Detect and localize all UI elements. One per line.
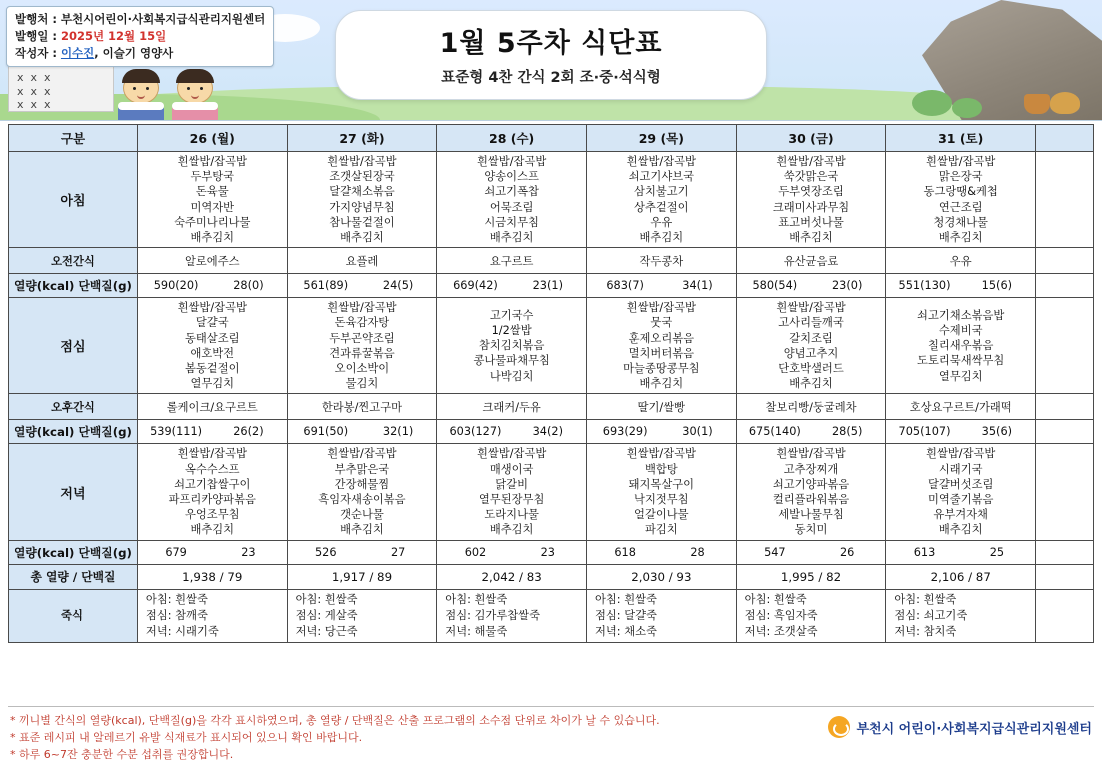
row-label-dinner: 저녁 bbox=[9, 444, 138, 540]
menu-item: 저녁: 참치죽 bbox=[894, 624, 957, 638]
menu-item: 쇠고기폭찹 bbox=[484, 185, 539, 199]
menu-item: 맑은장국 bbox=[938, 170, 983, 184]
cell-kcal3-mon bbox=[137, 540, 287, 564]
menu-item: 세발나물무침 bbox=[778, 508, 844, 522]
menu-item: 닭갈비 bbox=[495, 477, 529, 491]
cell-kcal1-tue bbox=[287, 274, 437, 298]
smile-icon bbox=[828, 716, 850, 738]
cell-asnack-sat: 호상요구르트/가래떡 bbox=[886, 394, 1036, 420]
cell-lunch-mon bbox=[137, 298, 287, 394]
cell-porridge-mon bbox=[137, 589, 287, 642]
cell-kcal3-wed bbox=[437, 540, 587, 564]
menu-item: 점심: 김가루찹쌀죽 bbox=[445, 608, 540, 622]
protein1-mon: 28(0) bbox=[233, 279, 264, 293]
cell-kcal1-sat bbox=[886, 274, 1036, 298]
menu-item: 고사리들깨국 bbox=[778, 316, 844, 330]
cell-dinner-tue bbox=[287, 444, 437, 540]
row-lunch bbox=[9, 298, 1094, 394]
row-label-afternoon-snack: 오후간식 bbox=[9, 394, 138, 420]
cell-kcal1-thu bbox=[586, 274, 736, 298]
publish-date-label: 발행일 : bbox=[15, 29, 61, 43]
menu-item: 아침: 흰쌀죽 bbox=[894, 592, 957, 606]
menu-item: 흰쌀밥/잡곡밥 bbox=[476, 155, 547, 168]
cell-total-tue: 1,917 / 89 bbox=[287, 564, 437, 589]
cell-breakfast-tue bbox=[287, 152, 437, 248]
menu-item: 훈제오리볶음 bbox=[628, 331, 695, 345]
menu-item: 아침: 흰쌀죽 bbox=[145, 592, 208, 606]
protein1-tue: 24(5) bbox=[382, 279, 414, 293]
kcal-label-3: 열량(kcal) bbox=[13, 545, 75, 560]
menu-item: 열무김치 bbox=[938, 369, 983, 383]
menu-item: 아침: 흰쌀죽 bbox=[594, 592, 657, 606]
menu-item: 흰쌀밥/잡곡밥 bbox=[177, 301, 247, 315]
kcal2-thu: 693(29) bbox=[602, 425, 648, 439]
protein2-wed: 34(2) bbox=[532, 425, 563, 439]
menu-item: 매생이국 bbox=[489, 462, 534, 476]
menu-item: 저녁: 해물죽 bbox=[445, 624, 508, 638]
menu-item: 흰쌀밥/잡곡밥 bbox=[626, 155, 696, 168]
menu-item: 나박김치 bbox=[489, 369, 534, 383]
cell-msnack-thu: 작두콩차 bbox=[586, 248, 736, 274]
menu-item: 청경채나물 bbox=[933, 215, 988, 229]
menu-item: 우엉조무침 bbox=[184, 508, 240, 522]
menu-item: 시래기국 bbox=[938, 462, 983, 476]
cell-msnack-blank bbox=[1036, 248, 1094, 274]
cell-porridge-sat bbox=[886, 589, 1036, 642]
menu-item: 백합탕 bbox=[644, 462, 678, 476]
bush-icon bbox=[952, 98, 982, 118]
menu-item: 얼갈이나물 bbox=[634, 508, 689, 522]
publish-date-value: 2025년 12월 15일 bbox=[60, 29, 167, 43]
cell-kcal1-wed bbox=[437, 274, 587, 298]
cell-breakfast-thu bbox=[586, 152, 736, 248]
cell-kcal2-fri bbox=[736, 420, 886, 444]
menu-item: 배추김치 bbox=[789, 377, 833, 391]
menu-item: 흰쌀밥/잡곡밥 bbox=[776, 155, 846, 168]
menu-item: 배추김치 bbox=[190, 523, 235, 537]
bush-icon bbox=[912, 90, 952, 116]
cell-asnack-thu: 딸기/쌀빵 bbox=[586, 394, 736, 420]
menu-item: 배추김치 bbox=[639, 377, 684, 391]
kcal-label-2: 열량(kcal) bbox=[13, 425, 75, 440]
menu-item: 미역자반 bbox=[190, 200, 235, 214]
cell-total-mon: 1,938 / 79 bbox=[137, 564, 287, 589]
protein1-thu: 34(1) bbox=[682, 279, 713, 293]
menu-item: 낙지젓무침 bbox=[634, 493, 689, 507]
cell-total-wed: 2,042 / 83 bbox=[437, 564, 587, 589]
row-label-kcal-3 bbox=[9, 540, 138, 564]
menu-item: 쇠고기찹쌀구이 bbox=[174, 477, 251, 491]
pot-icon bbox=[1050, 92, 1080, 114]
menu-item: 돼지목살구이 bbox=[628, 477, 695, 491]
menu-item: 상추겉절이 bbox=[634, 200, 689, 214]
col-header-4: 29 (목) bbox=[586, 125, 736, 152]
protein2-thu: 30(1) bbox=[682, 425, 713, 439]
publish-date-line bbox=[15, 28, 265, 45]
protein2-tue: 32(1) bbox=[382, 425, 414, 439]
menu-item: 동태살조림 bbox=[184, 331, 240, 345]
menu-item: 옥수수스프 bbox=[184, 462, 240, 476]
protein1-fri: 23(0) bbox=[831, 279, 863, 293]
kcal3-sat: 613 bbox=[913, 545, 936, 559]
cell-kcal2-blank bbox=[1036, 420, 1094, 444]
menu-item: 점심: 쇠고기죽 bbox=[894, 608, 968, 622]
cell-kcal2-wed bbox=[437, 420, 587, 444]
menu-item: 점심: 참깨죽 bbox=[145, 608, 208, 622]
row-total bbox=[9, 564, 1094, 589]
menu-item: 열무된장무침 bbox=[478, 493, 545, 507]
menu-item: 파김치 bbox=[644, 523, 678, 537]
cell-lunch-fri bbox=[736, 298, 886, 394]
row-label-kcal-2 bbox=[9, 420, 138, 444]
menu-item: 멸치버터볶음 bbox=[628, 346, 695, 360]
row-kcal-breakfast bbox=[9, 274, 1094, 298]
menu-item: 흰쌀밥/잡곡밥 bbox=[626, 301, 696, 315]
organization-name: 부천시 어린이·사회복지급식관리지원센터 bbox=[856, 721, 1092, 737]
protein3-sat: 25 bbox=[989, 545, 1005, 559]
kcal2-tue: 691(50) bbox=[303, 425, 349, 439]
menu-item: 애호박전 bbox=[190, 346, 235, 360]
kcal3-fri: 547 bbox=[764, 545, 786, 559]
row-porridge bbox=[9, 589, 1094, 642]
kcal1-wed: 669(42) bbox=[453, 279, 498, 293]
menu-item: 어묵조림 bbox=[489, 200, 534, 214]
cell-lunch-thu bbox=[586, 298, 736, 394]
menu-item: 배추김치 bbox=[639, 231, 684, 245]
menu-item: 컬리플라워볶음 bbox=[772, 493, 850, 507]
menu-item: 아침: 흰쌀죽 bbox=[295, 592, 358, 606]
menu-item: 동치미 bbox=[794, 523, 828, 537]
menu-item: 도라지나물 bbox=[484, 508, 539, 522]
cell-dinner-fri bbox=[736, 444, 886, 540]
cell-msnack-sat: 우유 bbox=[886, 248, 1036, 274]
menu-item: 흰쌀밥/잡곡밥 bbox=[327, 155, 397, 168]
cell-kcal1-blank bbox=[1036, 274, 1094, 298]
col-header-6: 31 (토) bbox=[886, 125, 1036, 152]
menu-item: 마늘종땅콩무침 bbox=[623, 362, 700, 376]
author-line bbox=[15, 45, 265, 62]
kcal1-sat: 551(130) bbox=[898, 279, 951, 293]
cell-porridge-blank bbox=[1036, 589, 1094, 642]
menu-item: 흰쌀밥/잡곡밥 bbox=[776, 301, 846, 315]
organization-logo bbox=[828, 716, 1092, 738]
menu-item: 물김치 bbox=[345, 377, 379, 391]
menu-item: 오이소박이 bbox=[334, 362, 390, 376]
cell-msnack-wed: 요구르트 bbox=[437, 248, 587, 274]
menu-item: 아침: 흰쌀죽 bbox=[744, 592, 807, 606]
menu-item: 표고버섯나물 bbox=[778, 215, 844, 229]
cell-total-blank bbox=[1036, 564, 1094, 589]
menu-item: 돈육감자탕 bbox=[334, 316, 390, 330]
kcal2-wed: 603(127) bbox=[449, 425, 502, 439]
menu-item: 미역줄기볶음 bbox=[927, 493, 994, 507]
cell-breakfast-blank bbox=[1036, 152, 1094, 248]
cell-asnack-wed: 크래커/두유 bbox=[437, 394, 587, 420]
protein3-mon: 23 bbox=[241, 545, 256, 559]
footer-note-1: * 끼니별 간식의 열량(kcal), 단백질(g)을 각각 표시하였으며, 총 열량 / 단백질은 산출 프로그램의 소수점 단위로 차이가 날 수 있습니다. bbox=[10, 714, 660, 727]
child-illustration bbox=[118, 72, 164, 110]
menu-item: 갈치조림 bbox=[789, 331, 833, 345]
menu-item: 점심: 게살죽 bbox=[295, 608, 358, 622]
table-header-row bbox=[9, 125, 1094, 152]
row-label-total: 총 열량 / 단백질 bbox=[9, 564, 138, 589]
cell-msnack-mon: 알로에주스 bbox=[137, 248, 287, 274]
menu-item: 숙주미나리나물 bbox=[174, 215, 251, 229]
menu-item: 유부겨자채 bbox=[933, 508, 988, 522]
cell-kcal2-thu bbox=[586, 420, 736, 444]
protein1-sat: 15(6) bbox=[981, 279, 1013, 293]
cell-msnack-fri: 유산균음료 bbox=[736, 248, 886, 274]
menu-item: 점심: 흑임자죽 bbox=[744, 608, 818, 622]
menu-item: 칠리새우볶음 bbox=[927, 339, 994, 353]
row-label-lunch: 점심 bbox=[9, 298, 138, 394]
cell-asnack-fri: 찰보리빵/둥굴레차 bbox=[736, 394, 886, 420]
menu-item: 연근조림 bbox=[938, 200, 983, 214]
row-label-breakfast: 아침 bbox=[9, 152, 138, 248]
kcal3-mon: 679 bbox=[165, 545, 187, 559]
kcal3-tue: 526 bbox=[315, 545, 337, 559]
menu-item: 배추김치 bbox=[789, 231, 833, 245]
cell-porridge-thu bbox=[586, 589, 736, 642]
row-dinner bbox=[9, 444, 1094, 540]
page-title: 1월 5주차 식단표 bbox=[439, 28, 663, 59]
menu-item: 단호박샐러드 bbox=[778, 362, 844, 376]
menu-item: 양송이스프 bbox=[484, 170, 539, 184]
cell-breakfast-mon bbox=[137, 152, 287, 248]
menu-item: 파프리카양파볶음 bbox=[168, 493, 256, 507]
col-header-2: 27 (화) bbox=[287, 125, 437, 152]
menu-item: 점심: 달걀죽 bbox=[594, 608, 657, 622]
menu-item: 돈육물 bbox=[195, 185, 229, 199]
menu-item: 조갯살된장국 bbox=[329, 170, 395, 184]
cell-total-fri: 1,995 / 82 bbox=[736, 564, 886, 589]
cell-dinner-sat bbox=[886, 444, 1036, 540]
protein1-wed: 23(1) bbox=[532, 279, 563, 293]
menu-item: 달걀채소볶음 bbox=[329, 185, 395, 199]
cell-breakfast-sat bbox=[886, 152, 1036, 248]
footer-note-3: * 하루 6~7잔 충분한 수분 섭취를 권장합니다. bbox=[10, 748, 234, 761]
cell-kcal3-tue bbox=[287, 540, 437, 564]
sign-decoration: x x x x x x x x x bbox=[8, 66, 114, 112]
menu-item: 참치김치볶음 bbox=[478, 339, 545, 353]
protein2-fri: 28(5) bbox=[831, 425, 863, 439]
menu-item: 배추김치 bbox=[340, 523, 384, 537]
kcal3-thu: 618 bbox=[614, 545, 636, 559]
menu-item: 흰쌀밥/잡곡밥 bbox=[327, 447, 397, 461]
menu-item: 수제비국 bbox=[938, 324, 983, 338]
cell-kcal2-mon bbox=[137, 420, 287, 444]
author-label: 작성자 : bbox=[15, 46, 61, 60]
cell-lunch-blank bbox=[1036, 298, 1094, 394]
menu-item: 두부탕국 bbox=[190, 170, 235, 184]
cell-dinner-blank bbox=[1036, 444, 1094, 540]
cell-lunch-sat bbox=[886, 298, 1036, 394]
col-header-7 bbox=[1036, 125, 1094, 152]
menu-item: 콩나물파채무침 bbox=[473, 354, 550, 368]
cell-asnack-mon: 롤케이크/요구르트 bbox=[137, 394, 287, 420]
protein3-thu: 28 bbox=[690, 545, 705, 559]
menu-item: 흑임자새송이볶음 bbox=[318, 493, 406, 507]
publisher-line: 발행처 : 부천시어린이·사회복지급식관리지원센터 bbox=[15, 12, 266, 26]
cell-kcal3-sat bbox=[886, 540, 1036, 564]
menu-table bbox=[8, 124, 1094, 643]
menu-item: 흰쌀밥/잡곡밥 bbox=[476, 447, 547, 461]
menu-item: 고기국수 bbox=[489, 308, 534, 322]
protein-label-3: 단백질(g) bbox=[78, 545, 132, 560]
menu-item: 부추맑은국 bbox=[334, 462, 390, 476]
menu-item: 저녁: 당근죽 bbox=[295, 624, 358, 638]
row-breakfast bbox=[9, 152, 1094, 248]
menu-item: 도토리묵새싹무침 bbox=[917, 354, 1005, 368]
cell-total-sat: 2,106 / 87 bbox=[886, 564, 1036, 589]
title-bubble bbox=[335, 10, 767, 100]
protein-label-1: 단백질(g) bbox=[78, 279, 132, 294]
footer-note-2: * 표준 레시피 내 알레르기 유발 식재료가 표시되어 있으니 확인 바랍니다. bbox=[10, 731, 363, 744]
menu-item: 쇠고기샤브국 bbox=[628, 170, 695, 184]
menu-item: 저녁: 조갯살죽 bbox=[744, 624, 818, 638]
protein-label-2: 단백질(g) bbox=[78, 425, 132, 440]
row-label-morning-snack: 오전간식 bbox=[9, 248, 138, 274]
kcal1-mon: 590(20) bbox=[153, 279, 199, 293]
publisher-info-box bbox=[6, 6, 274, 67]
author-rest: , 이슬기 영양사 bbox=[94, 46, 174, 60]
cell-breakfast-wed bbox=[437, 152, 587, 248]
cell-asnack-blank bbox=[1036, 394, 1094, 420]
menu-table-wrap bbox=[8, 124, 1094, 643]
menu-item: 달걀국 bbox=[195, 316, 229, 330]
row-kcal-dinner bbox=[9, 540, 1094, 564]
row-afternoon-snack bbox=[9, 394, 1094, 420]
cell-lunch-tue bbox=[287, 298, 437, 394]
cell-kcal3-blank bbox=[1036, 540, 1094, 564]
menu-item: 흰쌀밥/잡곡밥 bbox=[177, 155, 247, 168]
menu-item: 뭇국 bbox=[650, 316, 673, 330]
col-header-0: 구분 bbox=[9, 125, 138, 152]
menu-item: 배추김치 bbox=[190, 231, 235, 245]
menu-item: 저녁: 채소죽 bbox=[594, 624, 657, 638]
cell-dinner-thu bbox=[586, 444, 736, 540]
menu-item: 배추김치 bbox=[938, 231, 983, 245]
menu-item: 참나물겉절이 bbox=[329, 215, 395, 229]
col-header-1: 26 (월) bbox=[137, 125, 287, 152]
menu-item: 쑥갓맑은국 bbox=[783, 170, 839, 184]
menu-item: 흰쌀밥/잡곡밥 bbox=[626, 447, 696, 461]
menu-item: 견과류꿀볶음 bbox=[329, 346, 395, 360]
cell-porridge-fri bbox=[736, 589, 886, 642]
kcal2-fri: 675(140) bbox=[748, 425, 801, 439]
protein2-mon: 26(2) bbox=[233, 425, 264, 439]
cell-total-thu: 2,030 / 93 bbox=[586, 564, 736, 589]
menu-item: 쇠고기채소볶음밥 bbox=[917, 308, 1005, 322]
page-subtitle: 표준형 4찬 간식 2회 조·중·석식형 bbox=[441, 70, 661, 86]
menu-item: 고추장찌개 bbox=[783, 462, 839, 476]
cell-breakfast-fri bbox=[736, 152, 886, 248]
menu-item: 크래미사과무침 bbox=[772, 200, 850, 214]
protein3-wed: 23 bbox=[540, 545, 555, 559]
cell-asnack-tue: 한라봉/찐고구마 bbox=[287, 394, 437, 420]
menu-item: 흰쌀밥/잡곡밥 bbox=[926, 155, 996, 168]
menu-item: 흰쌀밥/잡곡밥 bbox=[776, 447, 846, 461]
kcal-label-1: 열량(kcal) bbox=[13, 279, 75, 294]
menu-item: 배추김치 bbox=[938, 523, 983, 537]
cell-msnack-tue: 요플레 bbox=[287, 248, 437, 274]
kcal3-wed: 602 bbox=[464, 545, 487, 559]
row-morning-snack bbox=[9, 248, 1094, 274]
protein2-sat: 35(6) bbox=[981, 425, 1013, 439]
kcal2-mon: 539(111) bbox=[150, 425, 203, 439]
menu-item: 배추김치 bbox=[489, 523, 534, 537]
cell-kcal2-tue bbox=[287, 420, 437, 444]
menu-item: 양념고추지 bbox=[783, 346, 839, 360]
cell-kcal1-mon bbox=[137, 274, 287, 298]
footer-divider bbox=[8, 706, 1094, 707]
menu-item: 달걀버섯조림 bbox=[927, 477, 994, 491]
menu-item: 흰쌀밥/잡곡밥 bbox=[926, 447, 996, 461]
page-header bbox=[0, 0, 1102, 121]
menu-item: 흰쌀밥/잡곡밥 bbox=[327, 301, 397, 315]
kcal1-thu: 683(7) bbox=[606, 279, 644, 293]
cell-porridge-tue bbox=[287, 589, 437, 642]
menu-item: 봄동겉절이 bbox=[184, 362, 240, 376]
menu-item: 두부엿장조림 bbox=[778, 185, 844, 199]
col-header-3: 28 (수) bbox=[437, 125, 587, 152]
row-kcal-lunch bbox=[9, 420, 1094, 444]
menu-item: 동그랑땡&케첩 bbox=[923, 185, 998, 199]
menu-item: 우유 bbox=[650, 215, 673, 229]
pot-icon bbox=[1024, 94, 1050, 114]
menu-item: 열무김치 bbox=[190, 377, 235, 391]
menu-item: 저녁: 시래기죽 bbox=[145, 624, 219, 638]
col-header-5: 30 (금) bbox=[736, 125, 886, 152]
menu-item: 갯순나물 bbox=[340, 508, 384, 522]
kcal1-tue: 561(89) bbox=[303, 279, 349, 293]
menu-item: 배추김치 bbox=[489, 231, 534, 245]
menu-item: 1/2쌀밥 bbox=[491, 324, 532, 338]
protein3-tue: 27 bbox=[390, 545, 406, 559]
cell-lunch-wed bbox=[437, 298, 587, 394]
row-label-kcal-1 bbox=[9, 274, 138, 298]
kcal2-sat: 705(107) bbox=[898, 425, 951, 439]
protein3-fri: 26 bbox=[840, 545, 855, 559]
author-name: 이수진 bbox=[60, 46, 95, 60]
cell-dinner-mon bbox=[137, 444, 287, 540]
cell-dinner-wed bbox=[437, 444, 587, 540]
menu-item: 두부곤약조림 bbox=[329, 331, 395, 345]
menu-item: 흰쌀밥/잡곡밥 bbox=[177, 447, 247, 461]
cell-kcal3-thu bbox=[586, 540, 736, 564]
menu-item: 삼치불고기 bbox=[634, 185, 689, 199]
menu-item: 시금치무침 bbox=[484, 215, 539, 229]
menu-item: 간장해물찜 bbox=[334, 477, 390, 491]
kcal1-fri: 580(54) bbox=[752, 279, 798, 293]
row-label-porridge: 죽식 bbox=[9, 589, 138, 642]
cell-kcal3-fri bbox=[736, 540, 886, 564]
menu-item: 가지양념무침 bbox=[329, 200, 395, 214]
menu-item: 배추김치 bbox=[340, 231, 384, 245]
cell-kcal2-sat bbox=[886, 420, 1036, 444]
child-illustration bbox=[172, 72, 218, 110]
cell-porridge-wed bbox=[437, 589, 587, 642]
menu-item: 아침: 흰쌀죽 bbox=[445, 592, 508, 606]
menu-item: 쇠고기양파볶음 bbox=[772, 477, 850, 491]
cell-kcal1-fri bbox=[736, 274, 886, 298]
